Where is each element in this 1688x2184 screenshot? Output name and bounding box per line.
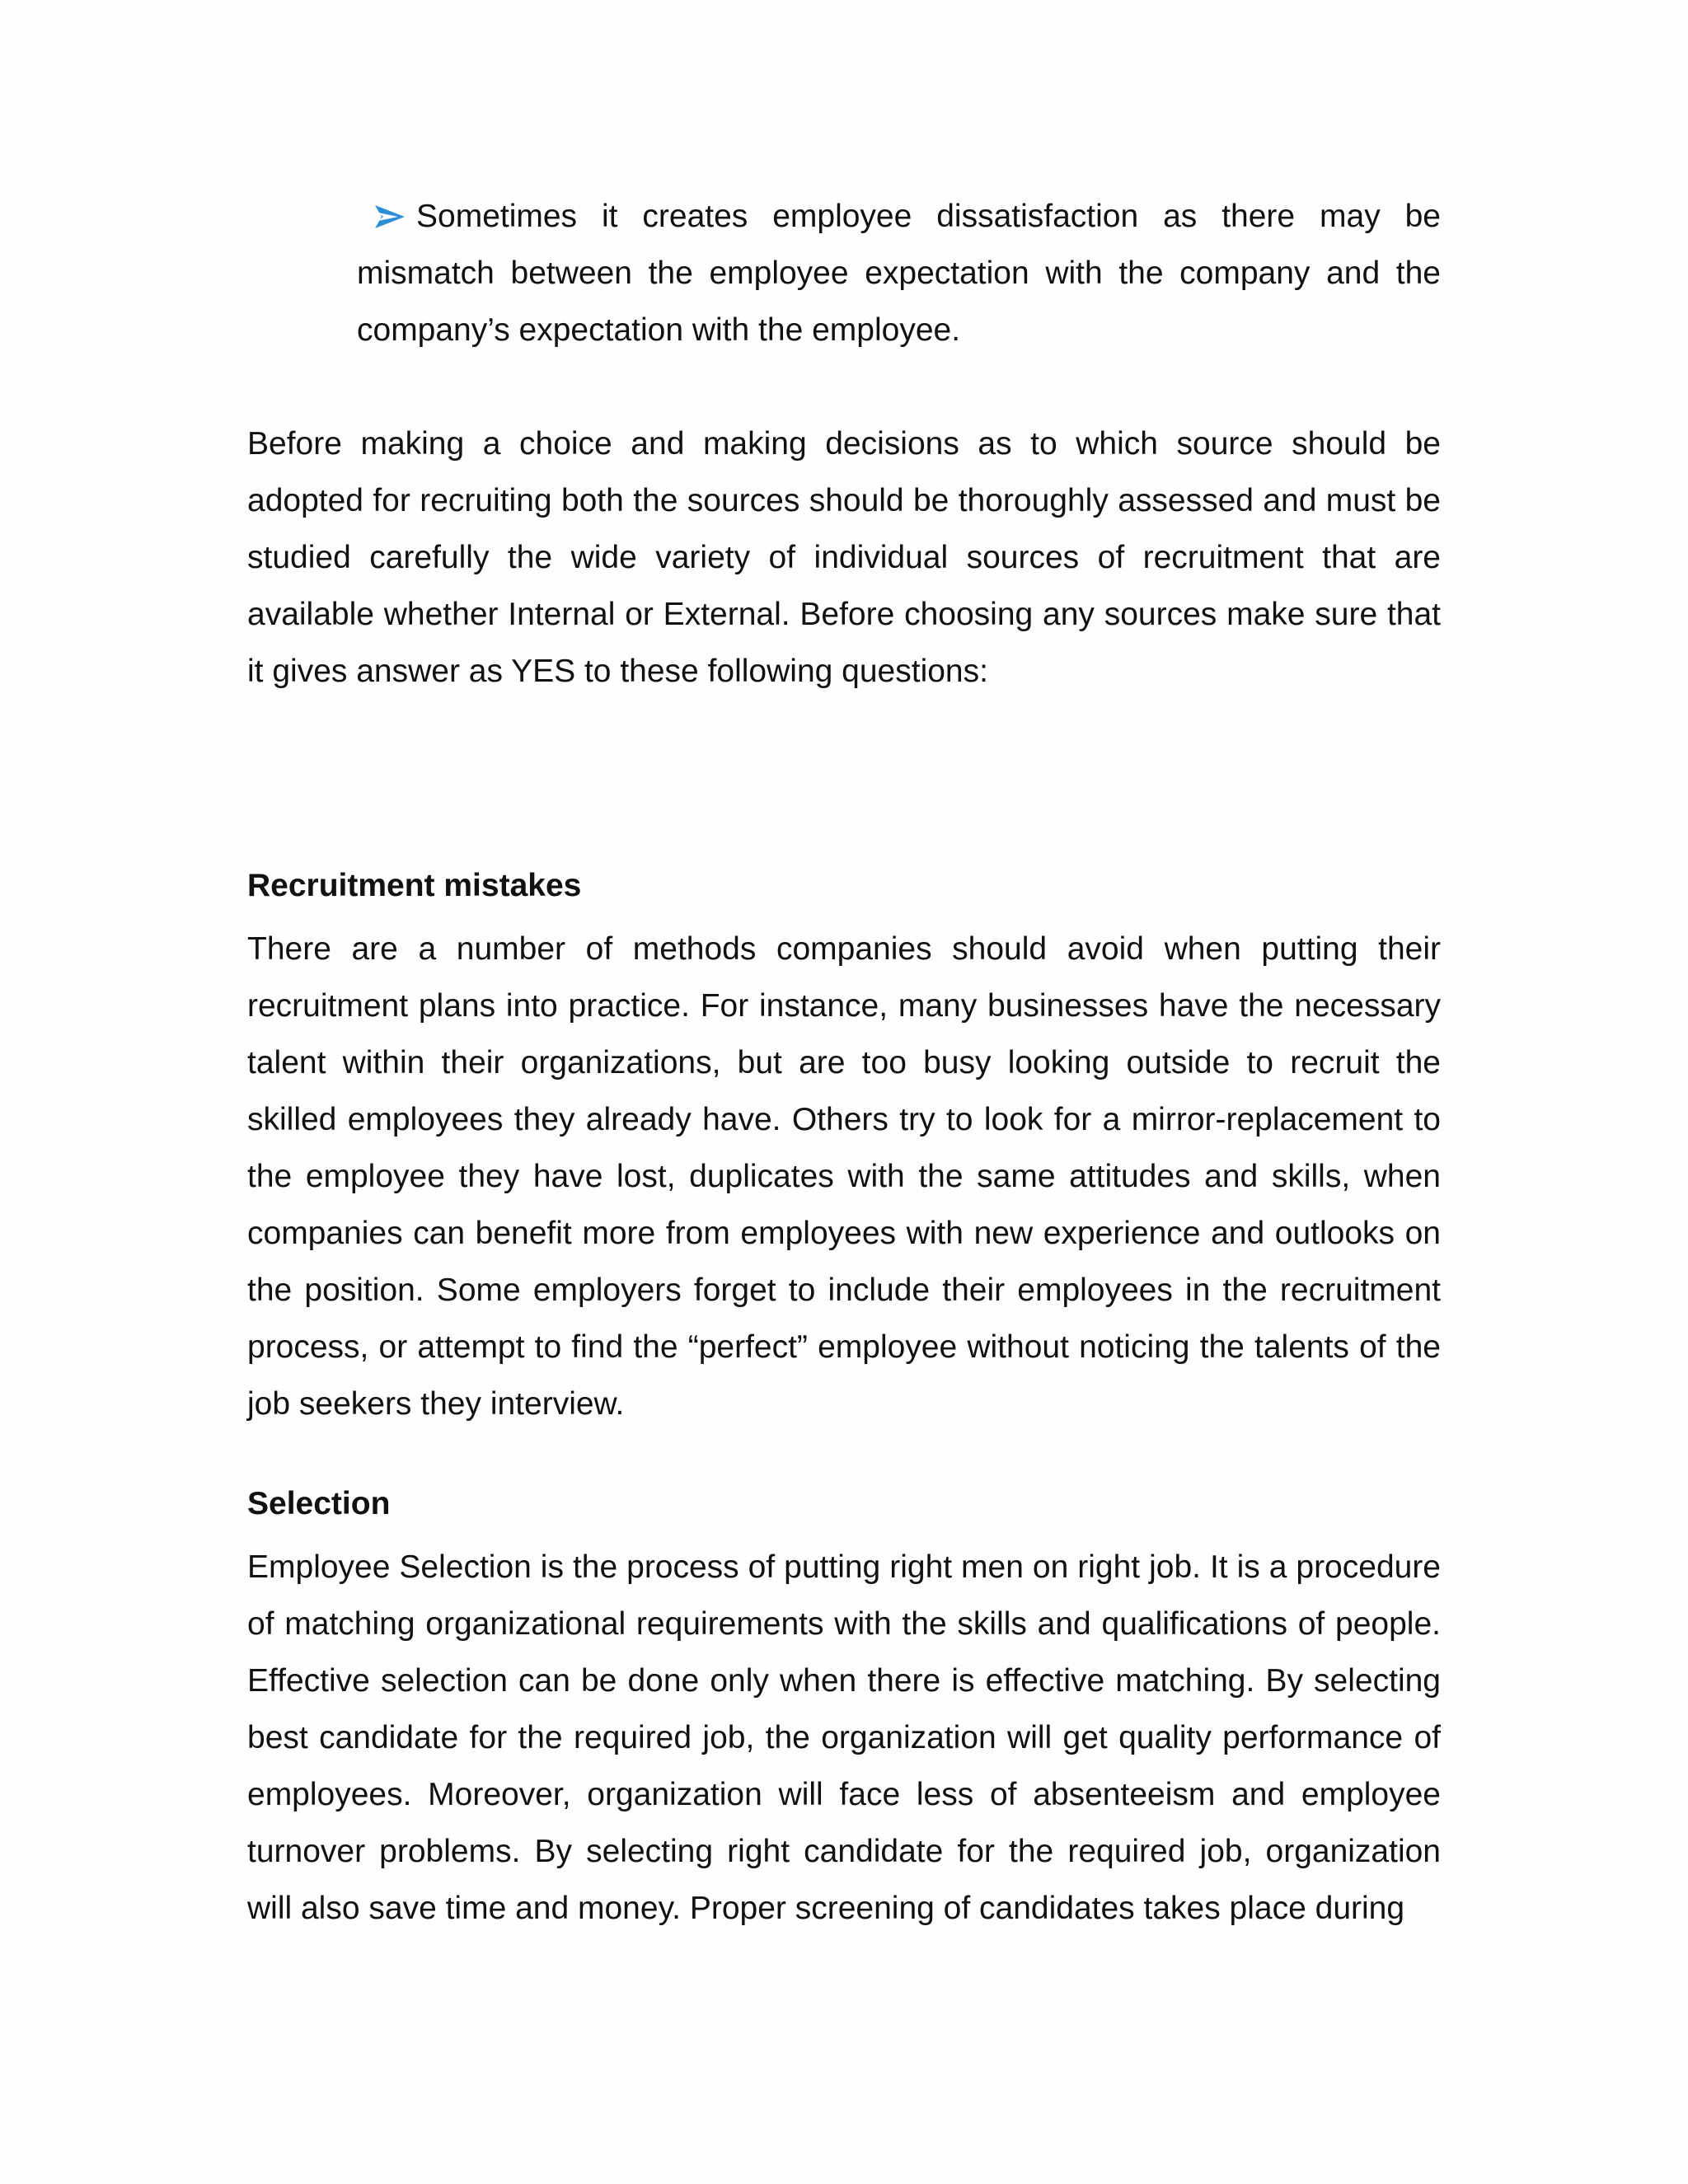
selection-heading: Selection	[247, 1486, 391, 1521]
selection-paragraph: Employee Selection is the process of putting right men on right job. It is a procedure of matching organizational requirements with the skills and qualifications of people. Effective selection can be done only when there is effective matching. By selecting best candidate for the required job, the organization will get quality performance of employees. Moreover, organization will face less of absenteeism and employee turnover problems. By selecting right candidate for the required job, organization will also save time and money. Proper screening of candidates takes place during	[247, 1549, 1441, 1926]
bullet-item	[357, 188, 1441, 359]
recruitment-mistakes-heading: Recruitment mistakes	[247, 868, 582, 903]
recruitment-mistakes-paragraph: There are a number of methods companies should avoid when putting their recruitment plans into practice. For instance, many businesses have the necessary talent within their organizations, but are too busy looking outside to recruit the skilled employees they already have. Others try to look for a mirror-replacement to the employee they have lost, duplicates with the same attitudes and skills, when companies can benefit more from employees with new experience and outlooks on the position. Some employers forget to include their employees in the recruitment process, or attempt to find the “perfect” employee without noticing the talents of the job seekers they interview.	[247, 931, 1441, 1422]
intro-paragraph: Before making a choice and making decisions as to which source should be adopted for recruiting both the sources should be thoroughly assessed and must be studied carefully the wide variety of individual sources of recruitment that are available whether Internal or External. Before choosing any sources make sure that it gives answer as YES to these following questions:	[247, 426, 1441, 689]
page-content	[247, 188, 1441, 1937]
bullet-text: Sometimes it creates employee dissatisfaction as there may be mismatch between the employee expectation with the company and the company’s expectation with the employee.	[357, 199, 1441, 348]
chevron-arrow-icon	[373, 204, 406, 230]
